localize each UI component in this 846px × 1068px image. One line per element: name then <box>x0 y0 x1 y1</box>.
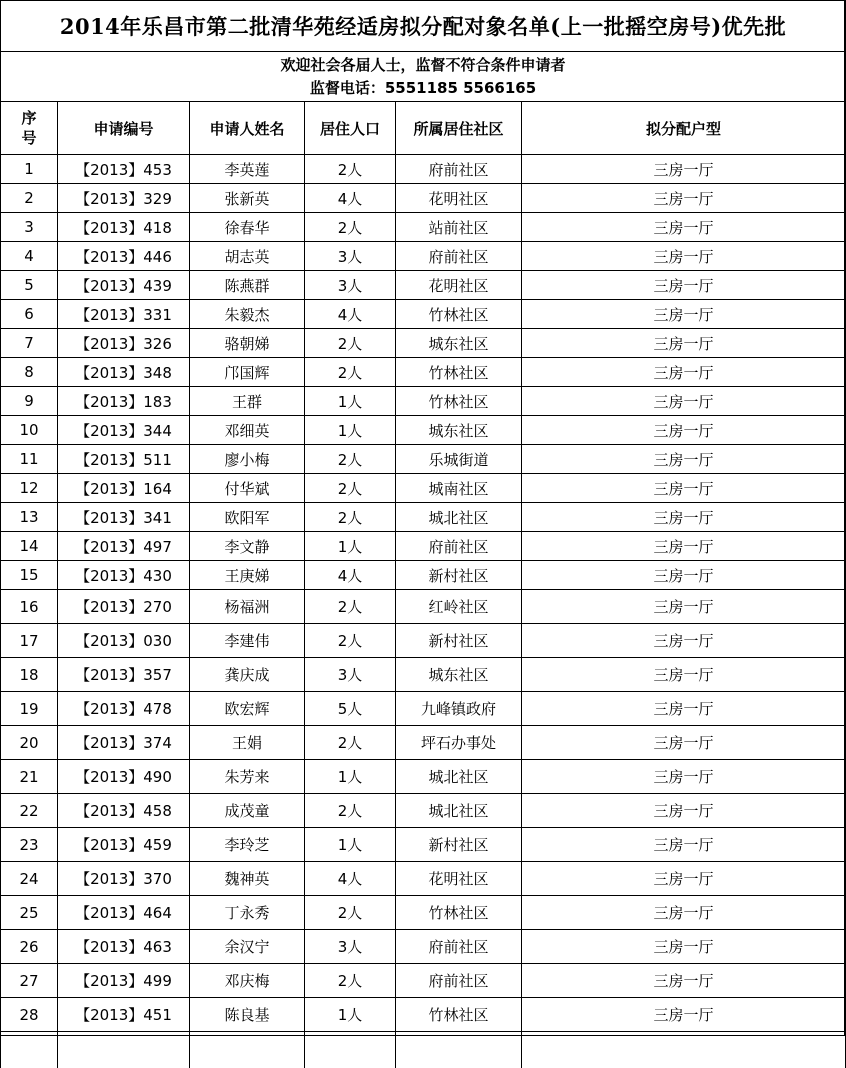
row-application-code: 【2013】430 <box>58 561 190 590</box>
row-seq: 2 <box>1 184 58 213</box>
row-seq: 17 <box>1 624 58 658</box>
row-community: 城东社区 <box>396 416 522 445</box>
row-seq: 16 <box>1 590 58 624</box>
row-application-code: 【2013】348 <box>58 358 190 387</box>
row-community: 竹林社区 <box>396 387 522 416</box>
row-seq: 23 <box>1 828 58 862</box>
row-residents: 1人 <box>305 416 396 445</box>
row-application-code: 【2013】453 <box>58 155 190 184</box>
row-seq: 24 <box>1 862 58 896</box>
row-applicant-name: 丁永秀 <box>190 896 305 930</box>
row-application-code: 【2013】344 <box>58 416 190 445</box>
header-unit-type: 拟分配户型 <box>522 102 846 155</box>
row-unit-type: 三房一厅 <box>522 242 846 271</box>
table-row <box>1 658 846 692</box>
header-seq-bottom: 号 <box>1 128 57 148</box>
row-residents: 2人 <box>305 445 396 474</box>
row-applicant-name: 欧阳军 <box>190 503 305 532</box>
row-application-code: 【2013】370 <box>58 862 190 896</box>
row-community: 新村社区 <box>396 561 522 590</box>
table-row <box>1 184 846 213</box>
row-seq: 1 <box>1 155 58 184</box>
row-applicant-name: 杨福洲 <box>190 590 305 624</box>
row-community: 花明社区 <box>396 271 522 300</box>
row-residents: 1人 <box>305 828 396 862</box>
row-application-code: 【2013】329 <box>58 184 190 213</box>
row-community: 府前社区 <box>396 155 522 184</box>
row-residents: 4人 <box>305 300 396 329</box>
table-row <box>1 998 846 1032</box>
row-residents: 4人 <box>305 184 396 213</box>
row-unit-type: 三房一厅 <box>522 930 846 964</box>
table-row <box>1 532 846 561</box>
row-applicant-name: 成茂童 <box>190 794 305 828</box>
table-row <box>1 624 846 658</box>
row-residents: 1人 <box>305 998 396 1032</box>
row-applicant-name: 龚庆成 <box>190 658 305 692</box>
header-name: 申请人姓名 <box>190 102 305 155</box>
row-application-code: 【2013】463 <box>58 930 190 964</box>
table-row <box>1 387 846 416</box>
row-residents: 3人 <box>305 242 396 271</box>
row-community: 城北社区 <box>396 503 522 532</box>
row-residents: 1人 <box>305 387 396 416</box>
row-applicant-name: 张新英 <box>190 184 305 213</box>
row-application-code: 【2013】418 <box>58 213 190 242</box>
row-seq: 7 <box>1 329 58 358</box>
row-applicant-name: 李玲芝 <box>190 828 305 862</box>
row-residents: 2人 <box>305 155 396 184</box>
row-community: 竹林社区 <box>396 358 522 387</box>
table-row <box>1 474 846 503</box>
row-application-code: 【2013】478 <box>58 692 190 726</box>
row-community: 坪石办事处 <box>396 726 522 760</box>
row-unit-type: 三房一厅 <box>522 624 846 658</box>
row-unit-type: 三房一厅 <box>522 416 846 445</box>
row-unit-type: 三房一厅 <box>522 964 846 998</box>
row-application-code: 【2013】511 <box>58 445 190 474</box>
row-unit-type: 三房一厅 <box>522 300 846 329</box>
row-applicant-name: 陈燕群 <box>190 271 305 300</box>
row-application-code: 【2013】030 <box>58 624 190 658</box>
row-applicant-name: 胡志英 <box>190 242 305 271</box>
row-residents: 2人 <box>305 794 396 828</box>
row-applicant-name: 李英莲 <box>190 155 305 184</box>
header-app-no: 申请编号 <box>58 102 190 155</box>
row-application-code: 【2013】439 <box>58 271 190 300</box>
row-residents: 4人 <box>305 862 396 896</box>
row-applicant-name: 邓庆梅 <box>190 964 305 998</box>
table-row <box>1 828 846 862</box>
row-community: 新村社区 <box>396 624 522 658</box>
row-applicant-name: 朱毅杰 <box>190 300 305 329</box>
row-seq: 4 <box>1 242 58 271</box>
row-application-code: 【2013】164 <box>58 474 190 503</box>
row-residents: 2人 <box>305 726 396 760</box>
row-unit-type: 三房一厅 <box>522 760 846 794</box>
row-application-code: 【2013】459 <box>58 828 190 862</box>
row-community: 城北社区 <box>396 760 522 794</box>
row-seq: 13 <box>1 503 58 532</box>
row-residents: 2人 <box>305 474 396 503</box>
row-application-code: 【2013】464 <box>58 896 190 930</box>
row-residents: 3人 <box>305 271 396 300</box>
table-row <box>1 692 846 726</box>
row-community: 花明社区 <box>396 184 522 213</box>
row-seq: 28 <box>1 998 58 1032</box>
row-community: 竹林社区 <box>396 300 522 329</box>
table-row <box>1 300 846 329</box>
row-residents: 2人 <box>305 964 396 998</box>
row-seq: 5 <box>1 271 58 300</box>
row-unit-type: 三房一厅 <box>522 358 846 387</box>
row-unit-type: 三房一厅 <box>522 155 846 184</box>
row-unit-type: 三房一厅 <box>522 862 846 896</box>
row-applicant-name: 魏神英 <box>190 862 305 896</box>
row-application-code: 【2013】331 <box>58 300 190 329</box>
row-application-code: 【2013】497 <box>58 532 190 561</box>
header-community: 所属居住社区 <box>396 102 522 155</box>
row-community: 九峰镇政府 <box>396 692 522 726</box>
table-row <box>1 590 846 624</box>
row-community: 府前社区 <box>396 532 522 561</box>
row-applicant-name: 王群 <box>190 387 305 416</box>
table-row <box>1 213 846 242</box>
row-application-code: 【2013】183 <box>58 387 190 416</box>
table-row <box>1 416 846 445</box>
notice-line-1: 欢迎社会各届人士，监督不符合条件申请者 <box>1 54 845 77</box>
row-application-code: 【2013】446 <box>58 242 190 271</box>
row-community: 竹林社区 <box>396 998 522 1032</box>
row-community: 站前社区 <box>396 213 522 242</box>
row-seq: 25 <box>1 896 58 930</box>
row-community: 新村社区 <box>396 828 522 862</box>
row-community: 城东社区 <box>396 658 522 692</box>
row-residents: 2人 <box>305 503 396 532</box>
row-seq: 19 <box>1 692 58 726</box>
row-applicant-name: 王娟 <box>190 726 305 760</box>
row-community: 城东社区 <box>396 329 522 358</box>
table-row <box>1 329 846 358</box>
row-applicant-name: 徐春华 <box>190 213 305 242</box>
row-application-code: 【2013】451 <box>58 998 190 1032</box>
row-application-code: 【2013】374 <box>58 726 190 760</box>
row-applicant-name: 廖小梅 <box>190 445 305 474</box>
row-applicant-name: 王庚娣 <box>190 561 305 590</box>
table-row <box>1 726 846 760</box>
row-seq: 3 <box>1 213 58 242</box>
row-residents: 2人 <box>305 358 396 387</box>
row-seq: 27 <box>1 964 58 998</box>
row-seq: 8 <box>1 358 58 387</box>
row-application-code: 【2013】458 <box>58 794 190 828</box>
notice-line-2: 监督电话：5551185 5566165 <box>1 77 845 100</box>
row-applicant-name: 朱芳来 <box>190 760 305 794</box>
row-seq: 15 <box>1 561 58 590</box>
row-residents: 2人 <box>305 624 396 658</box>
header-residents: 居住人口 <box>305 102 396 155</box>
row-residents: 1人 <box>305 760 396 794</box>
supervision-notice <box>1 52 846 102</box>
table-row <box>1 760 846 794</box>
row-application-code: 【2013】357 <box>58 658 190 692</box>
table-row <box>1 930 846 964</box>
page-title: 2014年乐昌市第二批清华苑经适房拟分配对象名单(上一批摇空房号)优先批 <box>1 1 846 52</box>
table-row <box>1 794 846 828</box>
header-row <box>1 102 846 155</box>
row-residents: 2人 <box>305 590 396 624</box>
row-community: 竹林社区 <box>396 896 522 930</box>
row-seq: 26 <box>1 930 58 964</box>
row-seq: 9 <box>1 387 58 416</box>
row-unit-type: 三房一厅 <box>522 532 846 561</box>
row-unit-type: 三房一厅 <box>522 726 846 760</box>
row-residents: 2人 <box>305 329 396 358</box>
row-application-code: 【2013】499 <box>58 964 190 998</box>
row-applicant-name: 邝国辉 <box>190 358 305 387</box>
row-residents: 3人 <box>305 658 396 692</box>
row-applicant-name: 余汉宁 <box>190 930 305 964</box>
table-row <box>1 358 846 387</box>
table-row <box>1 242 846 271</box>
table-row <box>1 964 846 998</box>
row-seq: 11 <box>1 445 58 474</box>
row-unit-type: 三房一厅 <box>522 828 846 862</box>
row-application-code: 【2013】270 <box>58 590 190 624</box>
row-applicant-name: 李文静 <box>190 532 305 561</box>
row-seq: 22 <box>1 794 58 828</box>
row-unit-type: 三房一厅 <box>522 271 846 300</box>
row-applicant-name: 陈良基 <box>190 998 305 1032</box>
row-community: 城北社区 <box>396 794 522 828</box>
row-unit-type: 三房一厅 <box>522 213 846 242</box>
row-residents: 3人 <box>305 930 396 964</box>
table-row <box>1 271 846 300</box>
row-unit-type: 三房一厅 <box>522 474 846 503</box>
row-community: 府前社区 <box>396 964 522 998</box>
row-unit-type: 三房一厅 <box>522 184 846 213</box>
row-residents: 5人 <box>305 692 396 726</box>
row-unit-type: 三房一厅 <box>522 896 846 930</box>
row-applicant-name: 邓细英 <box>190 416 305 445</box>
row-seq: 21 <box>1 760 58 794</box>
row-seq: 12 <box>1 474 58 503</box>
row-application-code: 【2013】490 <box>58 760 190 794</box>
row-unit-type: 三房一厅 <box>522 998 846 1032</box>
row-community: 花明社区 <box>396 862 522 896</box>
row-residents: 1人 <box>305 532 396 561</box>
row-applicant-name: 李建伟 <box>190 624 305 658</box>
row-community: 城南社区 <box>396 474 522 503</box>
row-unit-type: 三房一厅 <box>522 658 846 692</box>
table-row <box>1 561 846 590</box>
row-unit-type: 三房一厅 <box>522 445 846 474</box>
row-community: 府前社区 <box>396 242 522 271</box>
row-applicant-name: 付华斌 <box>190 474 305 503</box>
table-row <box>1 896 846 930</box>
row-applicant-name: 欧宏辉 <box>190 692 305 726</box>
table-row <box>1 862 846 896</box>
row-residents: 4人 <box>305 561 396 590</box>
row-seq: 6 <box>1 300 58 329</box>
row-seq: 18 <box>1 658 58 692</box>
table-row <box>1 445 846 474</box>
row-seq: 10 <box>1 416 58 445</box>
table-row <box>1 503 846 532</box>
row-unit-type: 三房一厅 <box>522 794 846 828</box>
row-community: 乐城街道 <box>396 445 522 474</box>
row-seq: 14 <box>1 532 58 561</box>
row-community: 府前社区 <box>396 930 522 964</box>
header-seq <box>1 102 58 155</box>
header-seq-top: 序 <box>1 108 57 128</box>
row-residents: 2人 <box>305 213 396 242</box>
row-unit-type: 三房一厅 <box>522 692 846 726</box>
row-unit-type: 三房一厅 <box>522 561 846 590</box>
row-application-code: 【2013】326 <box>58 329 190 358</box>
row-unit-type: 三房一厅 <box>522 329 846 358</box>
row-applicant-name: 骆朝娣 <box>190 329 305 358</box>
row-unit-type: 三房一厅 <box>522 503 846 532</box>
row-unit-type: 三房一厅 <box>522 590 846 624</box>
row-community: 红岭社区 <box>396 590 522 624</box>
row-unit-type: 三房一厅 <box>522 387 846 416</box>
row-residents: 2人 <box>305 896 396 930</box>
row-application-code: 【2013】341 <box>58 503 190 532</box>
table-row <box>1 155 846 184</box>
row-seq: 20 <box>1 726 58 760</box>
